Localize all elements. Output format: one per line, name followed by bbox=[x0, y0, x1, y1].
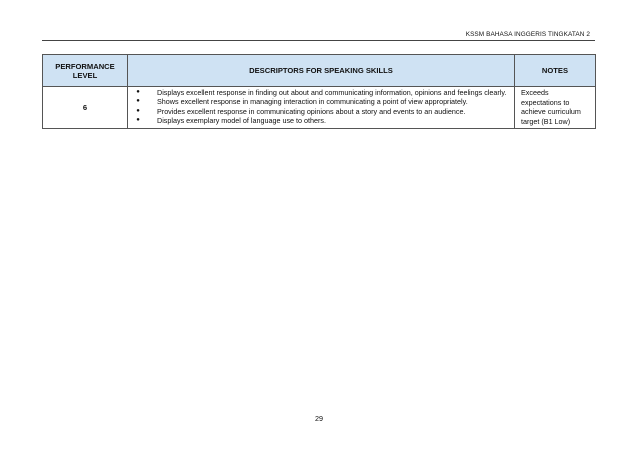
column-header-notes: NOTES bbox=[515, 55, 596, 87]
bullet-icon: ● bbox=[136, 117, 140, 124]
descriptor-text: Displays excellent response in finding out about and communicating information, opinions and feelings clearly. bbox=[157, 88, 507, 97]
list-item bbox=[134, 88, 508, 97]
table-header-row bbox=[43, 55, 596, 87]
bullet-icon: ● bbox=[136, 98, 140, 105]
running-header: KSSM BAHASA INGGERIS TINGKATAN 2 bbox=[465, 31, 590, 38]
page-number: 29 bbox=[315, 414, 323, 423]
descriptors-cell bbox=[128, 87, 515, 129]
table-row bbox=[43, 87, 596, 129]
list-item bbox=[134, 107, 508, 116]
list-item bbox=[134, 116, 508, 125]
column-header-descriptors: DESCRIPTORS FOR SPEAKING SKILLS bbox=[128, 55, 515, 87]
notes-value: Exceeds expectations to achieve curriculum target (B1 Low) bbox=[515, 87, 596, 129]
speaking-skills-table bbox=[42, 54, 596, 129]
performance-level-value: 6 bbox=[43, 87, 128, 129]
column-header-level: PERFORMANCE LEVEL bbox=[43, 55, 128, 87]
bullet-icon: ● bbox=[136, 107, 140, 114]
descriptor-text: Provides excellent response in communicating opinions about a story and events to an audience. bbox=[157, 106, 466, 116]
header-divider bbox=[42, 40, 595, 41]
bullet-icon: ● bbox=[136, 89, 140, 95]
descriptor-text: Displays exemplary model of language use to others. bbox=[157, 116, 326, 126]
list-item bbox=[134, 97, 508, 106]
descriptor-text: Shows excellent response in managing interaction in communicating a point of view appropriately. bbox=[157, 97, 468, 107]
descriptor-list bbox=[134, 88, 508, 126]
